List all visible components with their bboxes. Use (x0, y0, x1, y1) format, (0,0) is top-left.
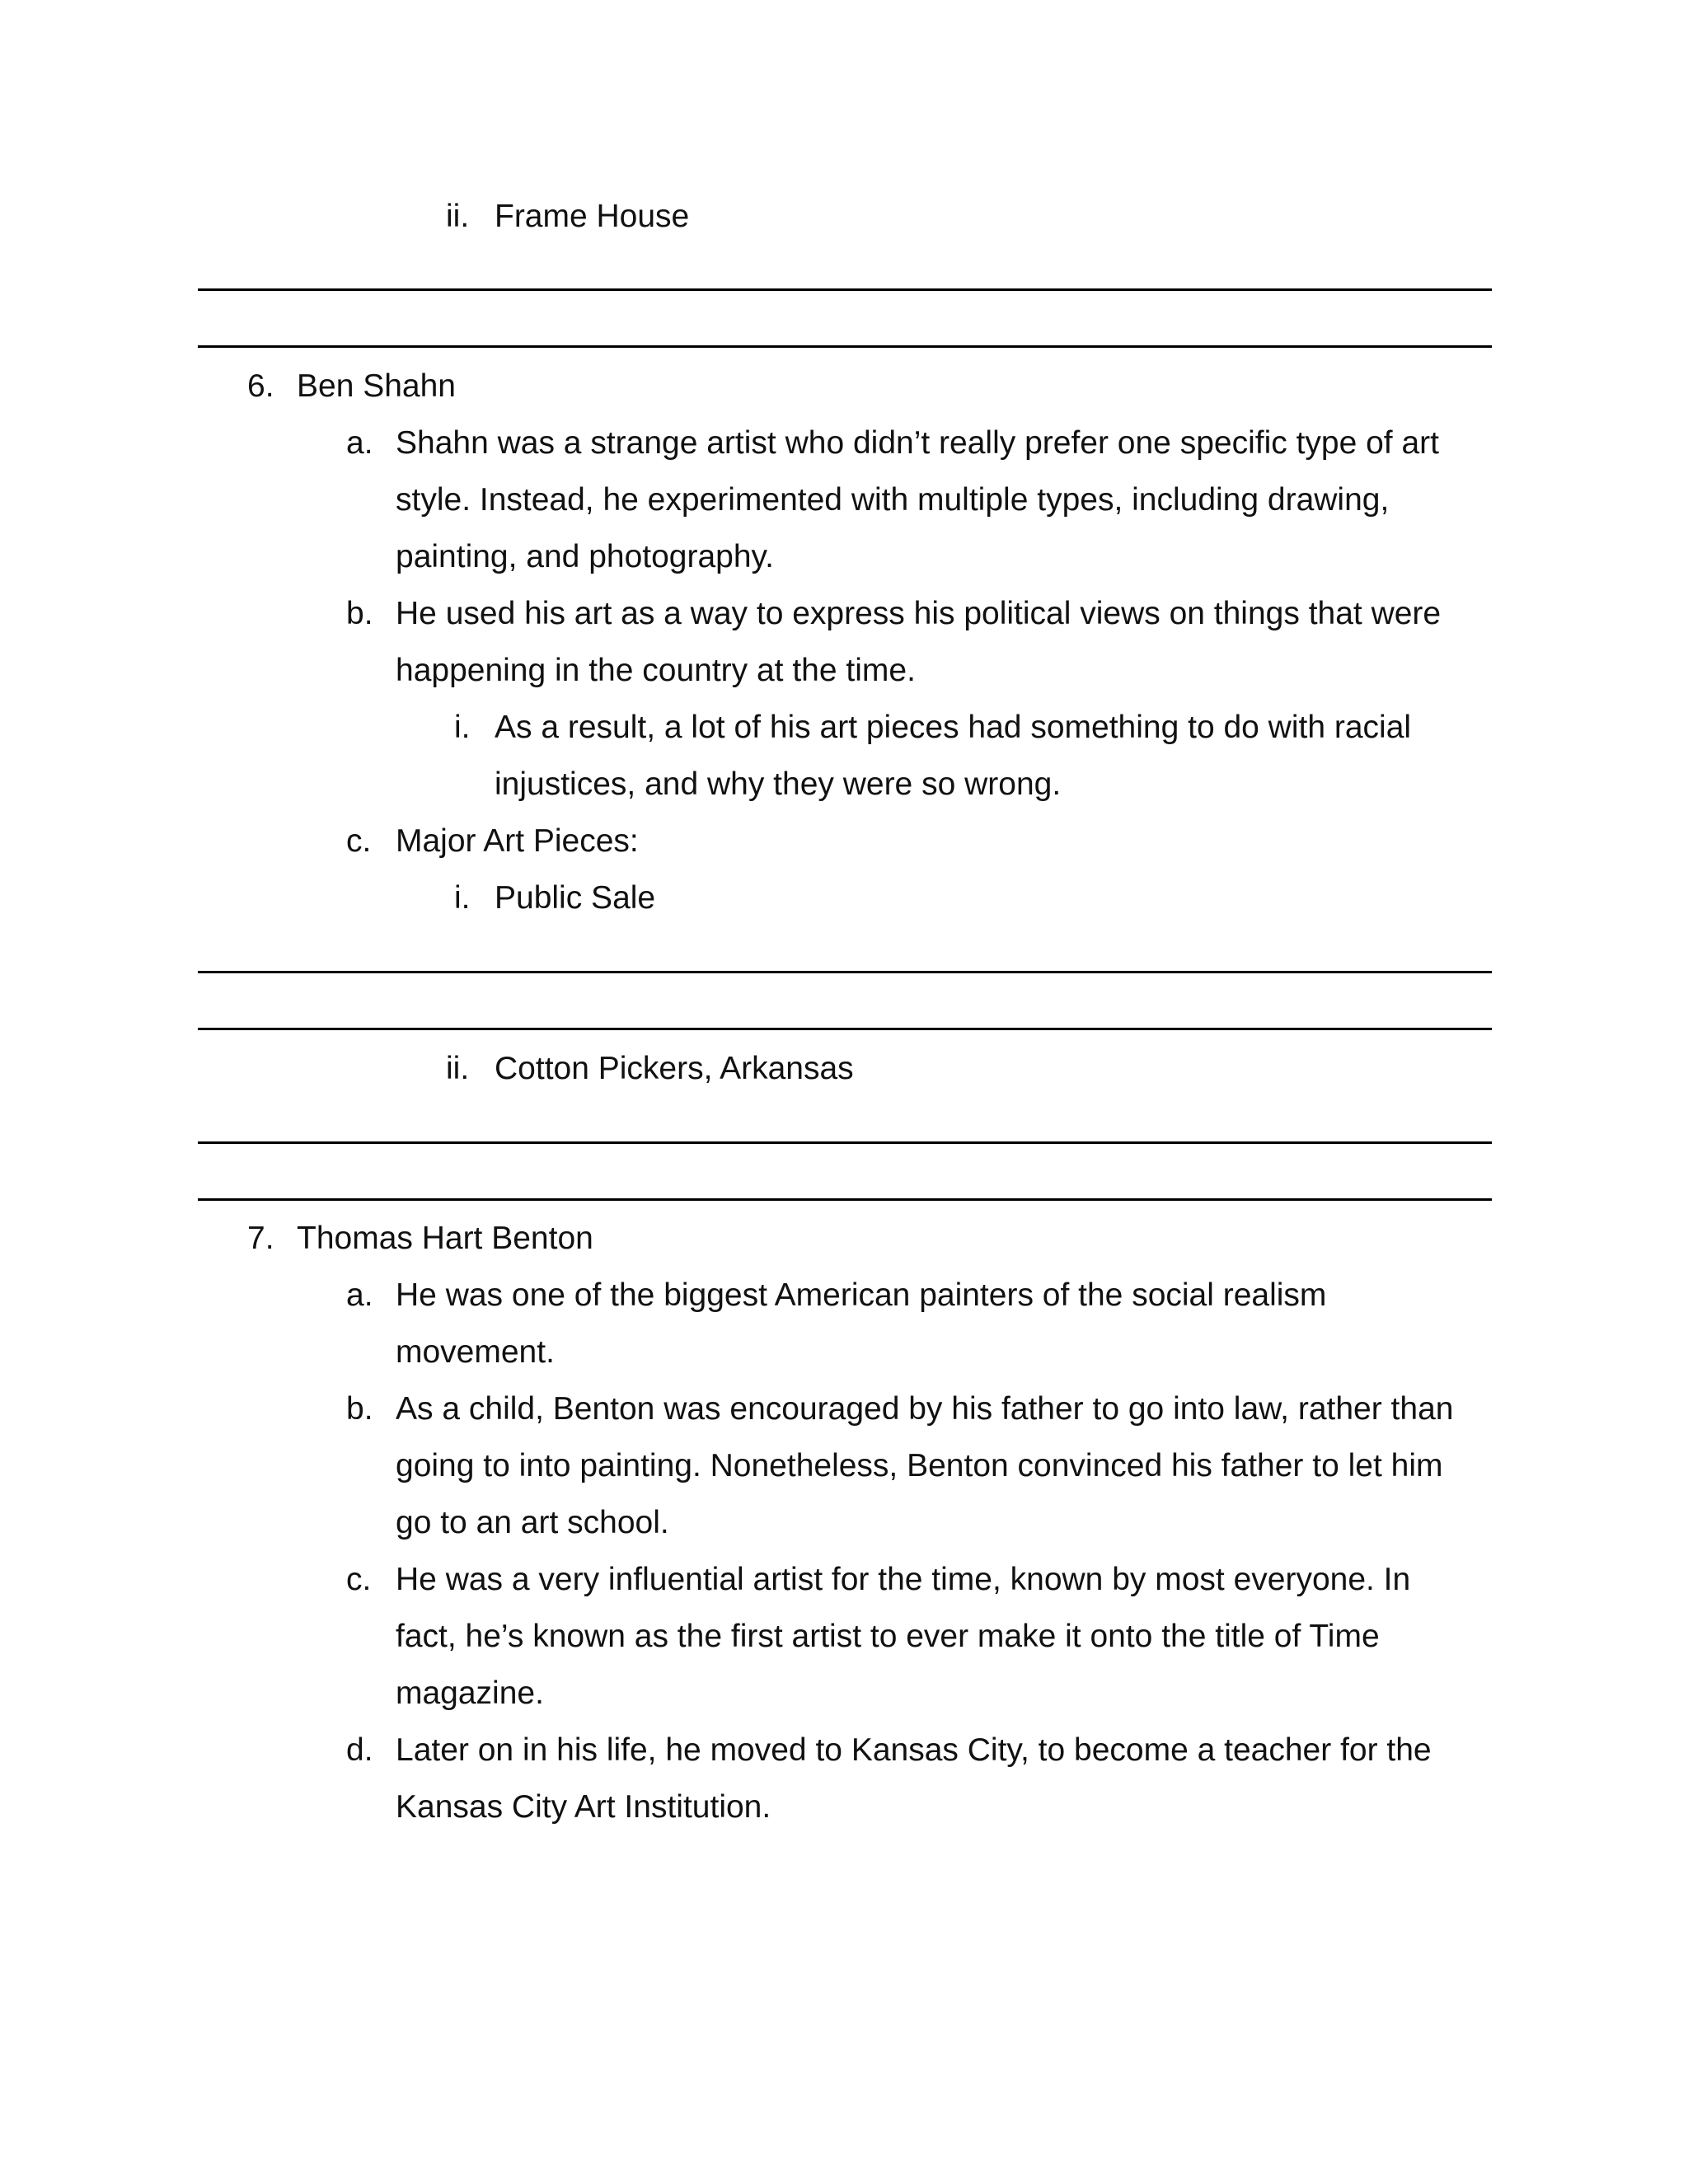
list-marker: b. (346, 596, 373, 631)
list-item-text: magazine. (396, 1675, 544, 1711)
list-marker: c. (346, 823, 372, 859)
list-marker: a. (346, 1277, 373, 1313)
list-item-text: painting, and photography. (396, 539, 774, 574)
list-item-text: Frame House (495, 199, 690, 234)
list-item-text: Cotton Pickers, Arkansas (495, 1051, 854, 1086)
list-item-text: He was one of the biggest American painters of the social realism (396, 1277, 1327, 1313)
section-number: 6. (247, 368, 274, 404)
list-item-text: Public Sale (495, 880, 656, 916)
list-item-text: Later on in his life, he moved to Kansas City, to become a teacher for the (396, 1732, 1432, 1768)
section-title: Thomas Hart Benton (297, 1221, 593, 1256)
list-item-text: Shahn was a strange artist who didn’t really prefer one specific type of art (396, 425, 1439, 461)
list-marker: i. (454, 710, 471, 745)
list-item-text: injustices, and why they were so wrong. (495, 766, 1062, 802)
list-marker: d. (346, 1732, 373, 1768)
list-marker: i. (454, 880, 471, 916)
list-item-text: movement. (396, 1334, 555, 1370)
list-item-text: going to into painting. Nonetheless, Benton convinced his father to let him (396, 1448, 1443, 1483)
answer-line (198, 1198, 1492, 1201)
list-marker: b. (346, 1391, 373, 1427)
list-marker: c. (346, 1562, 372, 1597)
list-item-text: Kansas City Art Institution. (396, 1789, 771, 1825)
section-number: 7. (247, 1221, 274, 1256)
list-marker: ii. (446, 1051, 470, 1086)
list-item-text: He was a very influential artist for the time, known by most everyone. In (396, 1562, 1411, 1597)
answer-line (198, 1141, 1492, 1144)
answer-line (198, 288, 1492, 291)
list-item-text: As a result, a lot of his art pieces had something to do with racial (495, 710, 1412, 745)
list-item-text: As a child, Benton was encouraged by his father to go into law, rather than (396, 1391, 1454, 1427)
list-item-text: He used his art as a way to express his political views on things that were (396, 596, 1442, 631)
list-item-text: Major Art Pieces: (396, 823, 639, 859)
list-marker: ii. (446, 199, 470, 234)
list-item-text: style. Instead, he experimented with multiple types, including drawing, (396, 482, 1390, 518)
list-marker: a. (346, 425, 373, 461)
list-item-text: happening in the country at the time. (396, 653, 916, 688)
answer-line (198, 971, 1492, 973)
answer-line (198, 345, 1492, 348)
list-item-text: go to an art school. (396, 1505, 669, 1540)
section-title: Ben Shahn (297, 368, 457, 404)
list-item-text: fact, he’s known as the first artist to ever make it onto the title of Time (396, 1619, 1380, 1654)
answer-line (198, 1028, 1492, 1030)
